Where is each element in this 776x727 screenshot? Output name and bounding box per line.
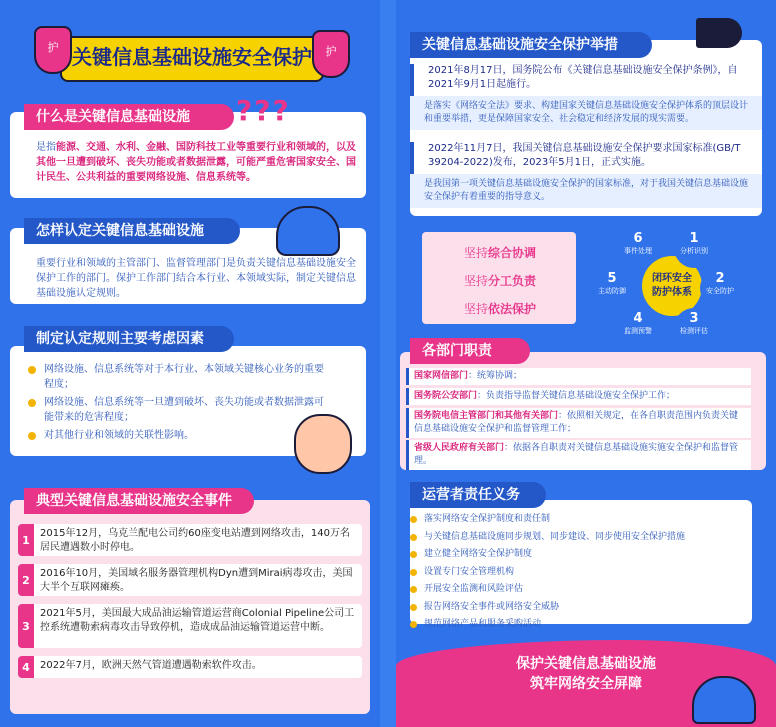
left-panel	[0, 0, 380, 727]
department-item: 国家网信部门：统筹协调；	[406, 368, 751, 385]
operator-item: 开展安全监测和风险评估	[410, 582, 746, 597]
panel-divider	[380, 0, 396, 727]
operator-item: 报告网络安全事件或网络安全威胁	[410, 600, 746, 615]
event-item: 3 2021年5月，美国最大成品油运输管道运营商Colonial Pipeline公司工控系统遭勒索病毒攻击导致停机，造成成品油运输管道运营中断。	[18, 604, 362, 648]
blue-mascot-icon	[276, 206, 340, 256]
megaphone-icon	[696, 18, 742, 48]
factor-item: 网络设施、信息系统等对于本行业、本领域关键核心业务的重要程度；	[28, 362, 328, 392]
cycle-step-4: 4 监测预警	[618, 308, 658, 348]
factors-heading: 制定认定规则主要考虑因素	[24, 326, 234, 352]
operator-item: 与关键信息基础设施同步规划、同步建设、同步使用安全保护措施	[410, 530, 746, 545]
purple-hair-mascot-icon	[294, 414, 352, 474]
cycle-center: 闭环安全防护体系	[642, 256, 702, 316]
operator-item: 建立健全网络安全保护制度	[410, 547, 746, 562]
department-item: 省级人民政府有关部门：依据各自职责对关键信息基础设施实施安全保护和监督管理。	[406, 440, 751, 470]
principle-item: 坚持综合协调	[463, 246, 537, 260]
slogan-line: 保护关键信息基础设施	[516, 656, 656, 672]
question-marks: ???	[236, 94, 291, 127]
principle-item: 坚持依法保护	[463, 302, 537, 316]
event-item: 1 2015年12月，乌克兰配电公司约60座变电站遭到网络攻击，140万名居民遭遇数小时停电。	[18, 524, 362, 556]
cycle-step-1: 1 分析识别	[674, 228, 714, 268]
operator-item: 规范网络产品和服务采购活动	[410, 617, 746, 632]
cycle-step-3: 3 检测评估	[674, 308, 714, 348]
cycle-step-2: 2 安全防护	[700, 268, 740, 308]
measures-heading: 关键信息基础设施安全保护举措	[410, 32, 652, 58]
operator-item: 设置专门安全管理机构	[410, 565, 746, 580]
principle-item: 坚持分工负责	[463, 274, 537, 288]
shield-mascot-right-icon: 护	[312, 30, 350, 78]
events-heading: 典型关键信息基础设施安全事件	[24, 488, 254, 514]
page-title: 关键信息基础设施安全保护	[72, 45, 312, 69]
identify-body: 重要行业和领域的主管部门、监督管理部门是负责关键信息基础设施安全保护工作的部门。保护工作部门结合本行业、本领域实际，制定关键信息基础设施认定规则。	[36, 258, 356, 299]
factor-item: 对其他行业和领域的关联性影响。	[28, 428, 328, 443]
what-heading: 什么是关键信息基础设施	[24, 104, 234, 130]
shield-mascot-left-icon: 护	[34, 26, 72, 74]
corner-mascot-icon	[692, 676, 756, 724]
department-item: 国务院电信主管部门和其他有关部门：依照相关规定，在各自职责范围内负责关键信息基础设施安全保护和监督管理工作；	[406, 408, 751, 438]
measure-item: 2021年8月17日，国务院公布《关键信息基础设施安全保护条例》，自2021年9月1日起施行。 是落实《网络安全法》要求、构建国家关键信息基础设施安全保护体系的顶层设计和重要举措，更是保障国家安全、社会稳定和经济发展的现实需要。	[410, 64, 762, 130]
slogan-line: 筑牢网络安全屏障	[530, 676, 642, 692]
event-item: 2 2016年10月，美国域名服务器管理机构Dyn遭到Mirai病毒攻击，美国大半个互联网瘫痪。	[18, 564, 362, 596]
operators-heading: 运营者责任义务	[410, 482, 546, 508]
what-body: 是指能源、交通、水利、金融、国防科技工业等重要行业和领域的，以及其他一旦遭到破坏、丧失功能或者数据泄露，可能严重危害国家安全、国计民生、公共利益的重要网络设施、信息系统等。	[36, 142, 356, 183]
factor-item: 网络设施、信息系统等一旦遭到破坏、丧失功能或者数据泄露可能带来的危害程度；	[28, 395, 328, 425]
identify-heading: 怎样认定关键信息基础设施	[24, 218, 240, 244]
right-panel	[396, 0, 776, 727]
operators-list	[410, 512, 746, 635]
measure-item: 2022年11月7日，我国关键信息基础设施安全保护要求国家标准(GB/T 39204-2022)发布，2023年5月1日，正式实施。 是我国第一项关键信息基础设施安全保护的国家标准，对于我国关键信息基础设施安全保护有着重要的指导意义。	[410, 142, 762, 208]
event-item: 4 2022年7月，欧洲天然气管道遭遇勒索软件攻击。	[18, 656, 362, 678]
factors-list	[28, 362, 328, 446]
operator-item: 落实网络安全保护制度和责任制	[410, 512, 746, 527]
departments-heading: 各部门职责	[410, 338, 530, 364]
cycle-step-6: 6 事件处理	[618, 228, 658, 268]
cycle-step-5: 5 主动防御	[592, 268, 632, 308]
department-item: 国务院公安部门：负责指导监督关键信息基础设施安全保护工作；	[406, 388, 751, 405]
